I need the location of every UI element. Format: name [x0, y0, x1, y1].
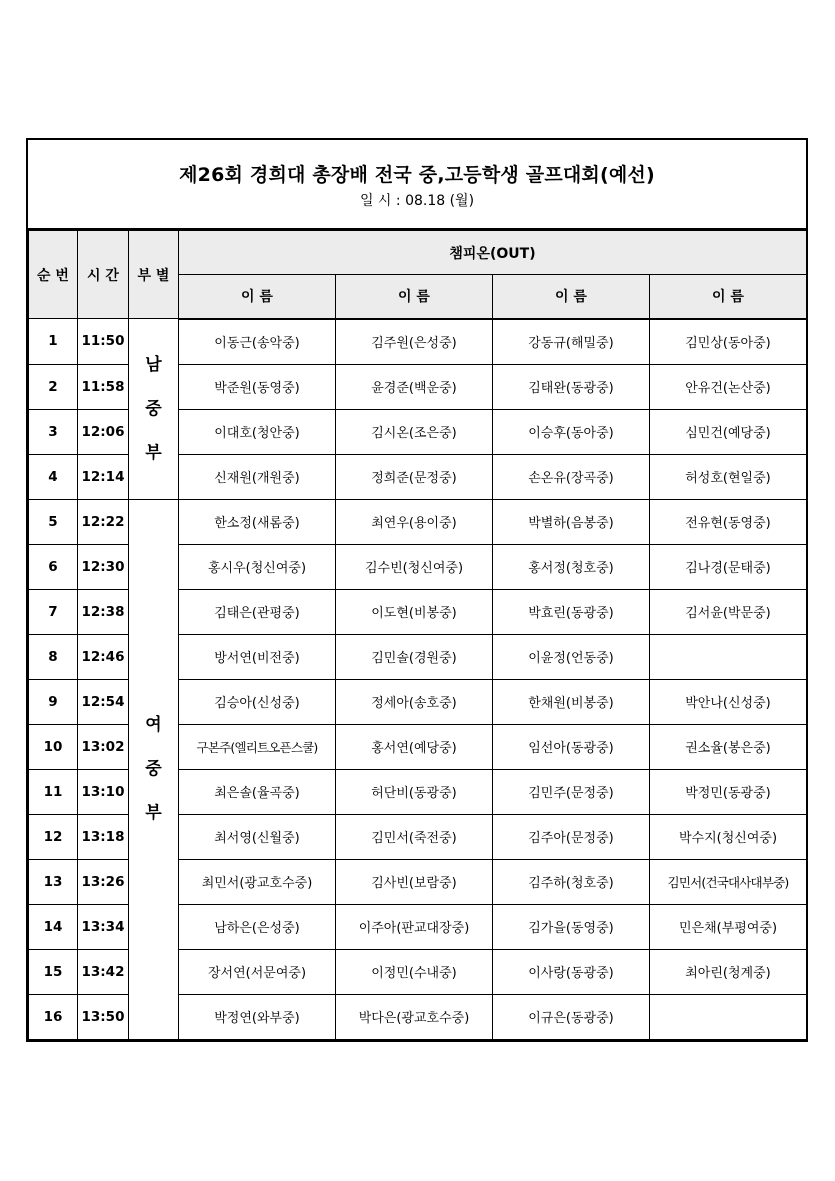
col-header-name: 이 름	[179, 275, 336, 319]
player-cell: 박다은(광교호수중)	[336, 994, 493, 1039]
player-cell: 한채원(비봉중)	[493, 679, 650, 724]
player-cell: 최서영(신월중)	[179, 814, 336, 859]
table-row	[29, 499, 807, 544]
player-cell: 박별하(음봉중)	[493, 499, 650, 544]
player-cell: 최민서(광교호수중)	[179, 859, 336, 904]
event-date: 일 시 : 08.18 (월)	[359, 193, 475, 209]
tee-time: 12:38	[78, 589, 129, 634]
division-char: 여	[145, 715, 162, 735]
col-header-time: 시 간	[78, 231, 129, 319]
player-cell: 이주아(판교대장중)	[336, 904, 493, 949]
row-number: 15	[29, 949, 78, 994]
player-cell: 박효린(동광중)	[493, 589, 650, 634]
player-cell: 김서윤(박문중)	[650, 589, 807, 634]
player-cell: 김민주(문정중)	[493, 769, 650, 814]
row-number: 10	[29, 724, 78, 769]
player-cell: 박안나(신성중)	[650, 679, 807, 724]
player-cell: 장서연(서문여중)	[179, 949, 336, 994]
row-number: 11	[29, 769, 78, 814]
tee-time: 11:50	[78, 319, 129, 365]
row-number: 1	[29, 319, 78, 365]
row-number: 16	[29, 994, 78, 1039]
tee-time: 12:14	[78, 454, 129, 499]
player-cell: 김민솔(경원중)	[336, 634, 493, 679]
player-cell: 민은채(부평여중)	[650, 904, 807, 949]
title-box	[28, 140, 806, 230]
player-cell: 최은솔(율곡중)	[179, 769, 336, 814]
col-header-division: 부 별	[129, 231, 179, 319]
row-number: 9	[29, 679, 78, 724]
player-cell	[650, 994, 807, 1039]
player-cell: 김수빈(청신여중)	[336, 544, 493, 589]
player-cell: 이정민(수내중)	[336, 949, 493, 994]
player-cell: 안유건(논산중)	[650, 364, 807, 409]
player-cell: 김민서(죽전중)	[336, 814, 493, 859]
col-header-name: 이 름	[493, 275, 650, 319]
row-number: 2	[29, 364, 78, 409]
tee-time: 13:18	[78, 814, 129, 859]
col-header-no: 순 번	[29, 231, 78, 319]
player-cell	[650, 634, 807, 679]
player-cell: 임선아(동광중)	[493, 724, 650, 769]
player-cell: 김주아(문정중)	[493, 814, 650, 859]
player-cell: 김사빈(보람중)	[336, 859, 493, 904]
tee-time: 13:02	[78, 724, 129, 769]
player-cell: 김태은(관평중)	[179, 589, 336, 634]
row-number: 8	[29, 634, 78, 679]
player-cell: 강동규(해밀중)	[493, 319, 650, 365]
player-cell: 박정연(와부중)	[179, 994, 336, 1039]
tee-time: 12:30	[78, 544, 129, 589]
division-char: 중	[145, 759, 162, 779]
player-cell: 이규은(동광중)	[493, 994, 650, 1039]
player-cell: 홍시우(청신여중)	[179, 544, 336, 589]
row-number: 5	[29, 499, 78, 544]
player-cell: 홍서연(예당중)	[336, 724, 493, 769]
tee-time: 13:26	[78, 859, 129, 904]
player-cell: 정세아(송호중)	[336, 679, 493, 724]
tee-time: 11:58	[78, 364, 129, 409]
player-cell: 김민서(건국대사대부중)	[650, 859, 807, 904]
player-cell: 남하은(은성중)	[179, 904, 336, 949]
player-cell: 최연우(용이중)	[336, 499, 493, 544]
player-cell: 김나경(문태중)	[650, 544, 807, 589]
player-cell: 이대호(청안중)	[179, 409, 336, 454]
division-char: 남	[145, 354, 162, 375]
tee-time: 12:06	[78, 409, 129, 454]
player-cell: 권소율(봉은중)	[650, 724, 807, 769]
player-cell: 심민건(예당중)	[650, 409, 807, 454]
player-cell: 김주원(은성중)	[336, 319, 493, 365]
player-cell: 박수지(청신여중)	[650, 814, 807, 859]
tee-time: 12:22	[78, 499, 129, 544]
row-number: 14	[29, 904, 78, 949]
player-cell: 김주하(청호중)	[493, 859, 650, 904]
player-cell: 전유현(동영중)	[650, 499, 807, 544]
tee-time: 12:54	[78, 679, 129, 724]
player-cell: 구본주(엘리트오픈스쿨)	[179, 724, 336, 769]
tee-time: 13:50	[78, 994, 129, 1039]
player-cell: 윤경준(백운중)	[336, 364, 493, 409]
player-cell: 한소정(새롬중)	[179, 499, 336, 544]
player-cell: 허단비(동광중)	[336, 769, 493, 814]
division-char: 중	[145, 398, 162, 419]
player-cell: 정희준(문정중)	[336, 454, 493, 499]
player-cell: 이승후(동아중)	[493, 409, 650, 454]
course-header: 챔피온(OUT)	[179, 231, 807, 275]
player-cell: 신재원(개원중)	[179, 454, 336, 499]
player-cell: 이윤정(언동중)	[493, 634, 650, 679]
row-number: 13	[29, 859, 78, 904]
pairings-table	[28, 230, 807, 1040]
row-number: 12	[29, 814, 78, 859]
player-cell: 김가을(동영중)	[493, 904, 650, 949]
row-number: 4	[29, 454, 78, 499]
player-cell: 이동근(송악중)	[179, 319, 336, 365]
col-header-name: 이 름	[650, 275, 807, 319]
tee-time: 13:34	[78, 904, 129, 949]
page-title: 제26회 경희대 총장배 전국 중,고등학생 골프대회(예선)	[179, 164, 655, 186]
player-cell: 김태완(동광중)	[493, 364, 650, 409]
division-girls	[129, 499, 179, 1039]
tee-time: 13:10	[78, 769, 129, 814]
player-cell: 최아린(청계중)	[650, 949, 807, 994]
col-header-name: 이 름	[336, 275, 493, 319]
table-row	[29, 319, 807, 365]
division-char: 부	[145, 803, 162, 823]
row-number: 3	[29, 409, 78, 454]
player-cell: 김시온(조은중)	[336, 409, 493, 454]
tee-time: 13:42	[78, 949, 129, 994]
player-cell: 박준원(동영중)	[179, 364, 336, 409]
player-cell: 방서연(비전중)	[179, 634, 336, 679]
row-number: 7	[29, 589, 78, 634]
player-cell: 김민상(동아중)	[650, 319, 807, 365]
row-number: 6	[29, 544, 78, 589]
division-boys	[129, 319, 179, 500]
player-cell: 허성호(현일중)	[650, 454, 807, 499]
player-cell: 이도현(비봉중)	[336, 589, 493, 634]
tee-time-sheet	[26, 138, 808, 1042]
player-cell: 박정민(동광중)	[650, 769, 807, 814]
player-cell: 김승아(신성중)	[179, 679, 336, 724]
division-char: 부	[145, 442, 162, 463]
player-cell: 손온유(장곡중)	[493, 454, 650, 499]
player-cell: 홍서정(청호중)	[493, 544, 650, 589]
player-cell: 이사랑(동광중)	[493, 949, 650, 994]
tee-time: 12:46	[78, 634, 129, 679]
